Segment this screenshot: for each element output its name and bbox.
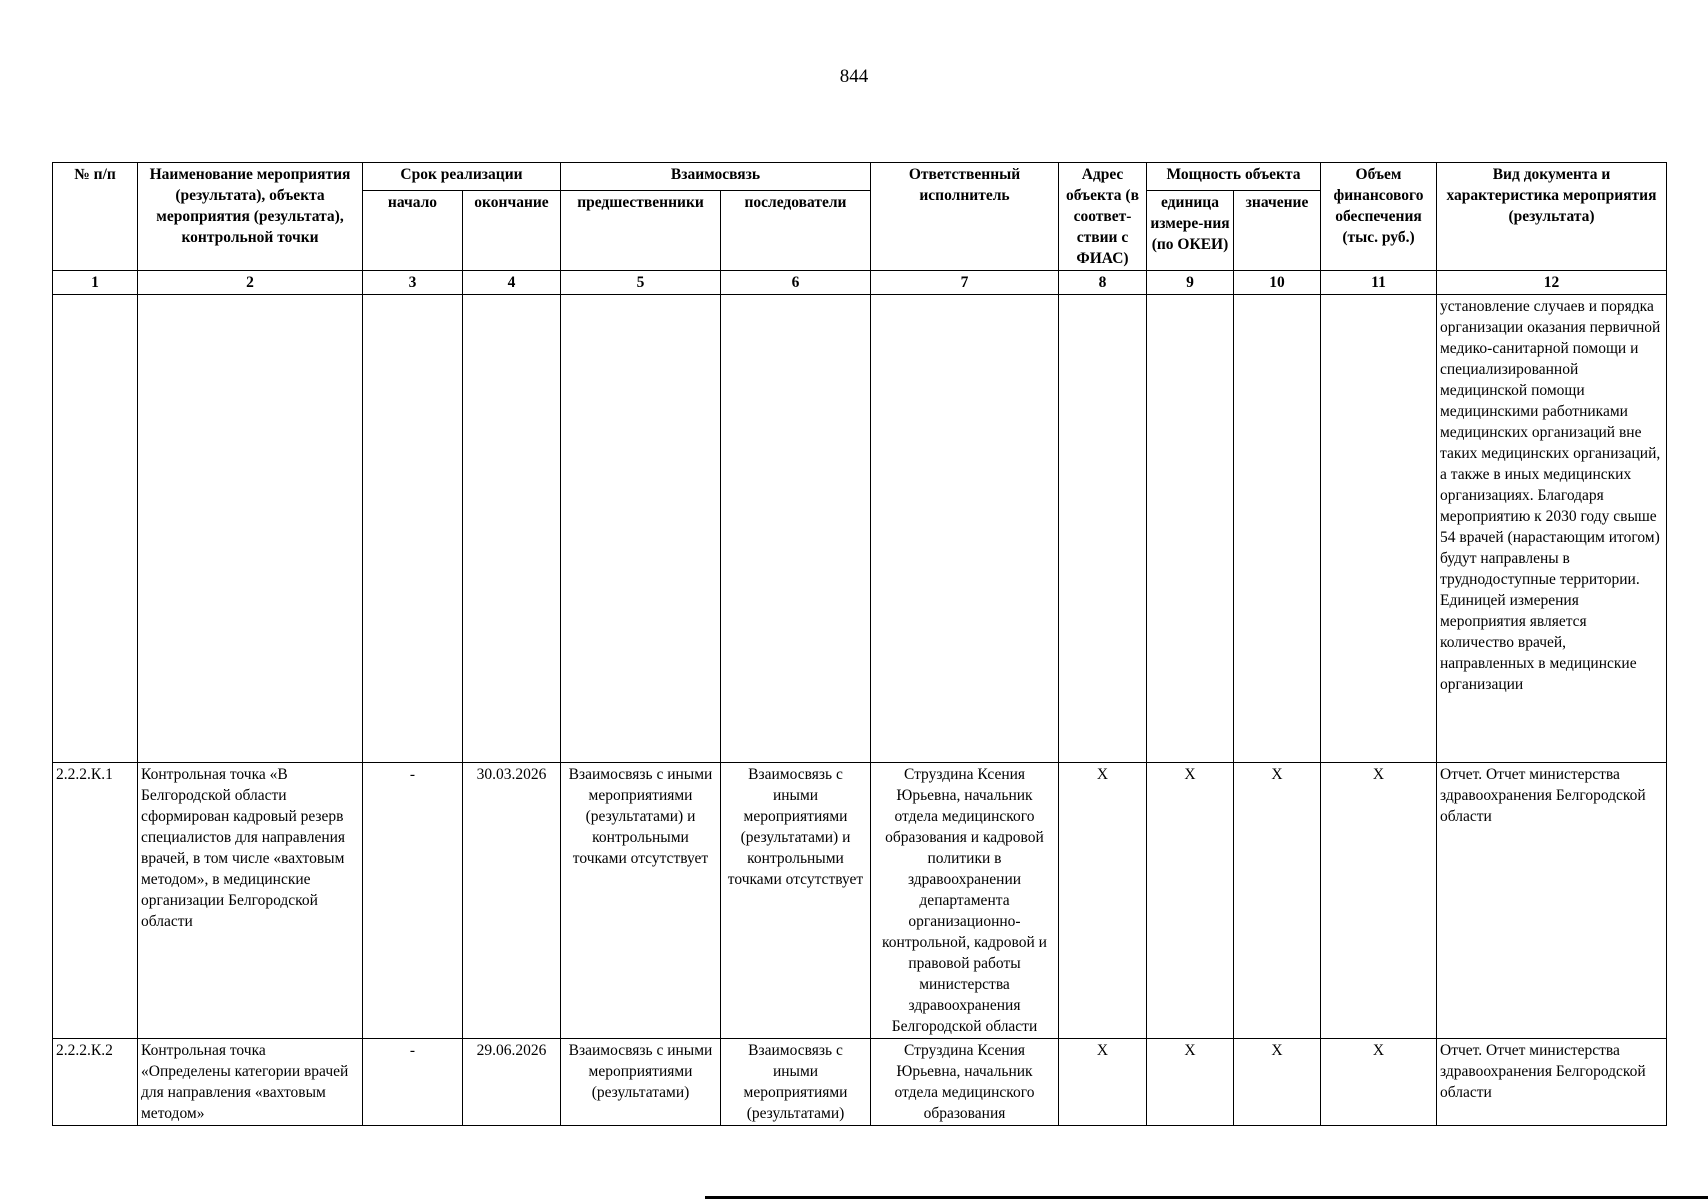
row-responsible: Струздина Ксения Юрьевна, начальник отдела медицинского образования и кадровой политики в здравоохранении департамента организационно-контрольной, кадровой и правовой работы министерства здравоохранения Белгородской области [871,763,1059,1039]
row-start [363,295,463,763]
header-value: значение [1234,191,1321,271]
row-end [463,295,561,763]
row-responsible [871,295,1059,763]
header-capacity: Мощность объекта [1147,163,1321,191]
column-number: 9 [1147,271,1234,295]
column-number: 10 [1234,271,1321,295]
header-name: Наименование мероприятия (результата), объекта мероприятия (результата), контрольной точки [138,163,363,271]
row-start: - [363,1039,463,1126]
header-start: начало [363,191,463,271]
row-name: Контрольная точка «Определены категории врачей для направления «вахтовым методом» [138,1039,363,1126]
page-number: 844 [839,66,869,87]
row-address: X [1059,1039,1147,1126]
row-start: - [363,763,463,1039]
header-volume: Объем финансового обеспечения (тыс. руб.) [1321,163,1437,271]
row-doc: Отчет. Отчет министерства здравоохранения Белгородской области [1437,763,1667,1039]
row-volume: X [1321,763,1437,1039]
row-volume [1321,295,1437,763]
column-number: 4 [463,271,561,295]
header-term: Срок реализации [363,163,561,191]
row-unit: X [1147,763,1234,1039]
row-followers: Взаимосвязь с иными мероприятиями (результатами) [721,1039,871,1126]
row-num [53,295,138,763]
row-doc: Отчет. Отчет министерства здравоохранения Белгородской области [1437,1039,1667,1126]
row-volume: X [1321,1039,1437,1126]
scan-edge-line [705,1196,1708,1199]
row-responsible: Струздина Ксения Юрьевна, начальник отдела медицинского образования [871,1039,1059,1126]
header-row-1 [53,163,1667,191]
column-number: 8 [1059,271,1147,295]
column-number: 7 [871,271,1059,295]
activities-table [52,162,1667,1126]
header-doc: Вид документа и характеристика мероприятия (результата) [1437,163,1667,271]
row-end: 30.03.2026 [463,763,561,1039]
row-predecessors [561,295,721,763]
row-predecessors: Взаимосвязь с иными мероприятиями (результатами) и контрольными точками отсутствует [561,763,721,1039]
header-relation: Взаимосвязь [561,163,871,191]
row-name [138,295,363,763]
column-number: 2 [138,271,363,295]
row-num: 2.2.2.К.2 [53,1039,138,1126]
row-end: 29.06.2026 [463,1039,561,1126]
column-number: 6 [721,271,871,295]
header-num: № п/п [53,163,138,271]
header-predecessors: предшественники [561,191,721,271]
table-row [53,763,1667,1039]
row-doc: установление случаев и порядка организации оказания первичной медико-санитарной помощи и специализированной медицинской помощи медицинскими работниками медицинских организаций вне таких медицинских организаций, а также в иных медицинских организациях. Благодаря мероприятию к 2030 году свыше 54 врачей (нарастающим итогом) будут направлены в труднодоступные территории. Единицей измерения мероприятия является количество врачей, направленных в медицинские организации [1437,295,1667,763]
header-address: Адрес объекта (в соответ-ствии с ФИАС) [1059,163,1147,271]
column-number: 3 [363,271,463,295]
row-address [1059,295,1147,763]
row-predecessors: Взаимосвязь с иными мероприятиями (результатами) [561,1039,721,1126]
column-numbers-row [53,271,1667,295]
row-unit: X [1147,1039,1234,1126]
column-number: 5 [561,271,721,295]
row-name: Контрольная точка «В Белгородской области сформирован кадровый резерв специалистов для направления врачей, в том числе «вахтовым методом», в медицинские организации Белгородской области [138,763,363,1039]
header-followers: последователи [721,191,871,271]
row-address: X [1059,763,1147,1039]
row-value: X [1234,1039,1321,1126]
header-responsible: Ответственный исполнитель [871,163,1059,271]
row-value [1234,295,1321,763]
column-number: 11 [1321,271,1437,295]
header-end: окончание [463,191,561,271]
row-unit [1147,295,1234,763]
row-followers [721,295,871,763]
column-number: 1 [53,271,138,295]
header-unit: единица измере-ния (по ОКЕИ) [1147,191,1234,271]
table-row [53,295,1667,763]
row-followers: Взаимосвязь с иными мероприятиями (результатами) и контрольными точками отсутствует [721,763,871,1039]
row-value: X [1234,763,1321,1039]
row-num: 2.2.2.К.1 [53,763,138,1039]
table-row [53,1039,1667,1126]
column-number: 12 [1437,271,1667,295]
